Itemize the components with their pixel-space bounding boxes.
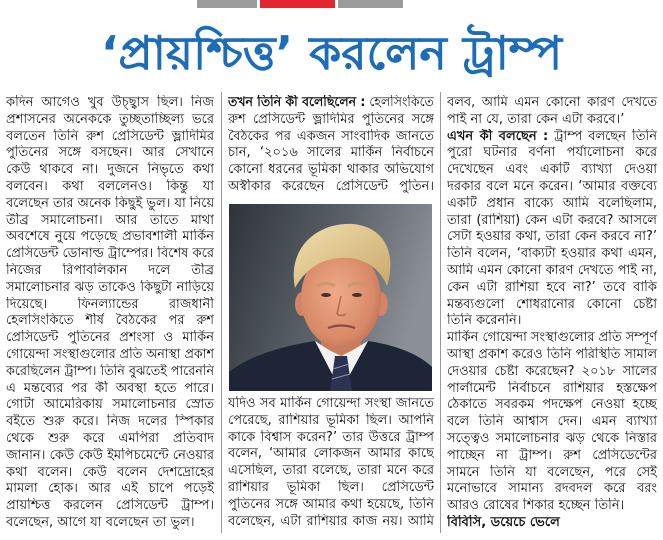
middle-column-top (228, 95, 434, 196)
text-line (6, 414, 214, 431)
line-text: থেকে শুরু করে এমপিরা প্রতিবাদ (6, 430, 214, 446)
line-text: জানান। কেউ কেউ ইমপিচমেন্টে নেওয়ার (6, 447, 214, 463)
line-text: পুতিনের সঙ্গে বসছেন। আর সেখানে (6, 145, 214, 161)
text-line (6, 246, 214, 263)
article-photo (229, 204, 432, 391)
text-line (447, 162, 657, 179)
text-line (447, 313, 657, 330)
section-lead: তখন তিনি কী বলেছিলেন : (228, 95, 366, 110)
text-line (6, 112, 214, 129)
line-text: অবশেষে নুয়ে পড়েছে প্রভাবশালী মার্কিন (6, 229, 214, 245)
line-text: সামনে তিনি যা বলেছেন, পরে সেই (447, 464, 657, 480)
section-lead: এখন কী বলছেন : (447, 128, 549, 144)
line-text: বলে তিনি আশ্বাস দেন। এমন ব্যাখ্যা (447, 414, 657, 430)
text-line (6, 364, 214, 381)
line-text: দেখেছেন এবং একটি ব্যাখ্যা দেওয়া (447, 162, 657, 178)
text-line (228, 480, 434, 497)
line-text: মনোভাবে সামান্য রদবদল করে বরং (447, 481, 657, 497)
source-credit: বিবিসি, ডয়েচে ভেলে (447, 514, 560, 530)
text-line (447, 364, 657, 381)
text-line (447, 297, 657, 314)
left-column (6, 95, 214, 532)
text-line (447, 112, 657, 129)
text-line (447, 431, 657, 448)
line-text: এ মন্তব্যের পর কী অবস্থা হতে পারে। (6, 380, 214, 396)
line-text: বলেন, ‘আমার লোকজন আমার কাছে (228, 446, 434, 462)
line-text: আমি এমন কোনো কারণ দেখতে পাই না, (447, 262, 657, 278)
line-text: আরও রোষের শিকার হচ্ছেন তিনি। (447, 498, 625, 514)
line-text: প্রেসিডেন্ট পুতিনের প্রশংসা ও মার্কিন (6, 330, 214, 346)
line-text: পেরেছে, রাশিয়ার ভূমিকা ছিল। আপনি (228, 412, 434, 428)
text-line (228, 129, 434, 146)
text-line (447, 397, 657, 414)
line-text-rest: ট্রাম্প বলছেন তিনি (548, 128, 657, 144)
text-line (228, 179, 434, 196)
line-text: রাশিয়ার ভূমিকা ছিল। প্রেসিডেন্ট (228, 479, 434, 495)
line-text: সেটা হওয়ার কথা, তারা কেন করবে না?’ (447, 229, 657, 245)
text-line (6, 515, 214, 532)
text-line (6, 431, 214, 448)
text-line (228, 463, 434, 480)
text-line (6, 481, 214, 498)
line-text: মামলা হোক। আর এই চাপে পড়েই (6, 481, 214, 497)
line-text: বলেছেন, এটা রাশিয়ার কাজ নয়। আমি (228, 513, 434, 529)
line-text: ঠেকাতে সবরকম পদক্ষেপ নেওয়া হচ্ছে (447, 397, 657, 413)
line-text: বলবেন। কথা বললেনও। কিন্তু যা (6, 178, 214, 194)
line-text: বৈঠকের পর একজন সাংবাদিক জানতে (228, 128, 434, 144)
line-text: প্রশাসনের অনেককে তুচ্ছতাচ্ছিল্য ভরে (6, 111, 214, 127)
text-line (6, 145, 214, 162)
text-line (6, 213, 214, 230)
text-line (6, 498, 214, 515)
text-line (6, 297, 214, 314)
line-text: তিনি করেননি। (447, 313, 522, 329)
text-line (6, 162, 214, 179)
line-text: তীব্র সমালোচনা। আর তাতে মাথা (6, 212, 214, 228)
line-text: তিনি বলেন, ‘বাক্যটা হওয়ার কথা এমন, (447, 246, 657, 262)
top-bar-decoration (338, 0, 403, 8)
line-text: পাই না যে, তারা কেন এটা করবে।’ (447, 111, 625, 127)
line-text: দিয়েছে। ফিনল্যান্ডের রাজধানী (6, 296, 214, 312)
line-text: কেউ থাকবে না। দুজনে নিভৃতে কথা (6, 162, 214, 178)
line-text: প্রেসিডেন্ট ডোনাল্ড ট্রাম্পের। বিশেষ করে (6, 246, 214, 262)
top-bar-decoration (197, 0, 257, 8)
text-line (228, 514, 434, 531)
text-line (447, 498, 657, 515)
text-line (447, 229, 657, 246)
line-text-rest: হেলসিংকিতে (365, 95, 434, 110)
line-text (228, 95, 434, 112)
text-line (228, 145, 434, 162)
text-line (447, 179, 657, 196)
line-text: বইতে শুরু করে। নিজ দলের স্পিকার (6, 414, 214, 430)
line-text: তারা (রাশিয়া) কেন এটা করবে? আসলে (447, 212, 657, 228)
text-line (447, 263, 657, 280)
line-text (447, 129, 657, 144)
line-text: সমালোচনার ঝড় তাকেও কিছুটা নাড়িয়ে (6, 279, 214, 295)
line-text: এসেছিল, তারা বলেছে, তারা মনে করে (228, 463, 434, 479)
text-line (228, 497, 434, 514)
text-line (6, 465, 214, 482)
line-text: কেন এটা রাশিয়া হবে না?’ তবে বাকি (447, 279, 657, 295)
text-line (6, 263, 214, 280)
text-line (228, 162, 434, 179)
text-line (6, 448, 214, 465)
text-line (6, 381, 214, 398)
line-text: বলতেন তিনি রুশ প্রেসিডেন্ট ভ্লাদিমির (6, 128, 214, 144)
line-text: গোয়েন্দা সংস্থাগুলোর প্রতি অনাস্থা প্রকাশ (6, 346, 214, 362)
line-text: বলব, আমি এমন কোনো কারণ দেখতে (447, 95, 657, 110)
line-text: পাচ্ছেন না ট্রাম্প। রুশ প্রেসিডেন্টের (447, 447, 657, 463)
line-text: মার্কিন গোয়েন্দা সংস্থাগুলোর প্রতি সম্পূর্ণ (447, 330, 657, 346)
text-line (447, 196, 657, 213)
right-column (447, 95, 657, 532)
text-line (447, 246, 657, 263)
line-text: আস্থা প্রকাশ করেও তিনি পরিস্থিতি সামাল (447, 346, 657, 362)
text-line (447, 347, 657, 364)
middle-column-bottom (228, 396, 434, 530)
text-line (447, 129, 657, 146)
source-line (447, 515, 657, 532)
text-line (6, 95, 214, 112)
line-text: দেওয়ার চেষ্টা করেছেন? ২০১৮ সালের (447, 363, 657, 379)
headline-text: ‘প্রায়শ্চিত্ত’ করলেন ট্রাম্প (100, 26, 563, 80)
line-text: নিজের রিপাবলিকান দলে তীব্র (6, 262, 214, 278)
line-text: হেলসিংকিতে শীর্ষ বৈঠকের পর রুশ (6, 313, 214, 329)
column-divider (440, 92, 441, 533)
text-line (447, 95, 657, 112)
line-text: রুশ প্রেসিডেন্ট ভ্লাদিমির পুতিনের সঙ্গে (228, 111, 434, 127)
text-line (447, 414, 657, 431)
line-text: পুরো ঘটনার বর্ণনা পর্যালোচনা করে (447, 145, 657, 161)
line-text: দরকার বলে মনে করেন। ‘আমার বক্তব্যে (447, 178, 657, 194)
line-text: পার্লামেন্ট নির্বাচনে রাশিয়ার হস্তক্ষেপ (447, 380, 657, 396)
text-line (447, 330, 657, 347)
text-line (447, 448, 657, 465)
line-text: চান, ‘২০১৬ সালের মার্কিন নির্বাচনে (228, 145, 434, 161)
text-line (6, 313, 214, 330)
text-line (6, 347, 214, 364)
text-line (6, 280, 214, 297)
text-line (6, 196, 214, 213)
text-line (228, 95, 434, 112)
text-line (6, 397, 214, 414)
line-text: কোনো ধরনের ভূমিকা থাকার অভিযোগ (228, 162, 434, 178)
text-line (6, 129, 214, 146)
text-line (6, 179, 214, 196)
text-line (228, 446, 434, 463)
headline (10, 20, 653, 86)
text-line (447, 145, 657, 162)
text-line (228, 112, 434, 129)
text-line (228, 430, 434, 447)
line-text: প্রায়শ্চিত্ত করলেন প্রেসিডেন্ট ট্রাম্প। (6, 498, 214, 514)
text-line (6, 229, 214, 246)
text-line (447, 280, 657, 297)
line-text: কদিন আগেও খুব উচ্ছ্বাস ছিল। নিজ (6, 95, 214, 110)
line-text: যদিও সব মার্কিন গোয়েন্দা সংস্থা জানতে (228, 396, 434, 411)
text-line (6, 330, 214, 347)
line-text: কথা বলেন। কেউ বলেন দেশদ্রোহের (6, 464, 214, 480)
line-text: একটি প্রধান বাক্যে আমি বলেছিলাম, (447, 195, 657, 211)
portrait-illustration (229, 204, 432, 391)
line-text: অস্বীকার করেছেন প্রেসিডেন্ট পুতিন। (228, 178, 434, 194)
line-text: বলেছেন তার অনেক কিছুই ভুল। যা নিয়ে (6, 195, 214, 211)
line-text: কাকে বিশ্বাস করেন?’ তার উত্তরে ট্রাম্প (228, 429, 434, 445)
text-line (228, 413, 434, 430)
text-line (447, 481, 657, 498)
line-text: সত্ত্বেও সমালোচনার ঝড় থেকে নিস্তার (447, 430, 657, 446)
line-text: মন্তব্যগুলো শোধরানোর কোনো চেষ্টা (447, 296, 657, 312)
line-text: পুতিনের সঙ্গে আমার কথা হয়েছে, তিনি (228, 496, 434, 512)
line-text: বলেছেন, আগে যা বলেছেন তা ভুল। (6, 514, 195, 530)
top-bar-decoration (260, 0, 335, 8)
text-line (447, 465, 657, 482)
column-divider (221, 92, 222, 533)
text-line (228, 396, 434, 413)
line-text: করেছিলেন ট্রাম্প। তিনি বুঝতেই পারেননি (6, 363, 214, 379)
line-text: গোটা আমেরিকায় সমালোচনার স্রোত (6, 397, 214, 413)
text-line (447, 381, 657, 398)
text-line (447, 213, 657, 230)
